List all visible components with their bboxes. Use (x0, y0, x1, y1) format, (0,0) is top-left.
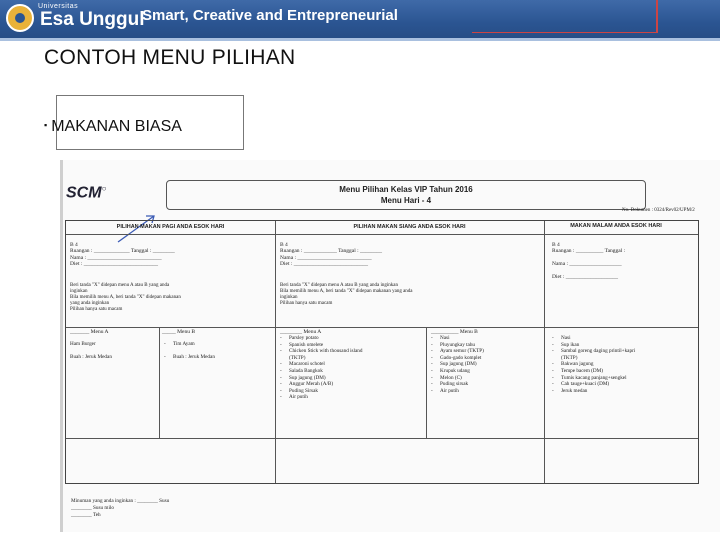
list-item: - Air putih (431, 387, 459, 394)
list-item: Ham Burger (70, 341, 96, 347)
document-title: Menu Pilihan Kelas VIP Tahun 2016 (339, 185, 473, 194)
list-item: - Macaroni schotel (280, 361, 325, 368)
pagi-menu-b-list (164, 341, 215, 361)
instruction-siang: Beri tanda "X" didepan menu A atau B yang anda inginkan Bila memilih menu A, beri tanda "X" didepan makanan yang anda inginkan Pilihan hanya satu macam (280, 283, 413, 306)
list-item: - Sup jagung (DM) (431, 361, 477, 368)
patient-info-pagi: B 4 Ruangan : _____________ Tanggal : ________ Nama : ___________________________ Diet : ___________________________ (70, 242, 175, 268)
list-item: - Air putih (280, 394, 308, 401)
tagline: Smart, Creative and Entrepreneurial (142, 7, 398, 24)
list-item: - Jeruk medan (552, 387, 588, 394)
list-item: - Puding Sirsak (280, 387, 318, 394)
malam-menu-list (552, 335, 635, 394)
list-item: - Krupuk udang (431, 367, 470, 374)
list-item: - Puding sirsak (431, 381, 469, 388)
list-item: Buah : Jeruk Medan (70, 354, 112, 361)
list-item: - Ayam semur (TKTP) (431, 348, 484, 355)
bullet-item (44, 118, 182, 136)
list-item: - Spanish omelete (280, 341, 324, 348)
banner-divider (0, 38, 720, 41)
document-header-box (166, 180, 646, 210)
siang-menu-a-list (280, 335, 362, 401)
section-header-pagi: PILIHAN MAKAN PAGI ANDA ESOK HARI (116, 224, 225, 230)
banner-frame (472, 0, 658, 33)
pagi-menu-b-label: _____ Menu B (162, 329, 195, 335)
document-subtitle: Menu Hari - 4 (380, 196, 432, 205)
list-item: - Cah tauge+kuaci (DM) (552, 381, 610, 388)
list-item: - Nasi (552, 335, 571, 341)
instruction-pagi: Beri tanda "X" didepan menu A atau B yang anda inginkan Bila memilih menu A, beri tanda "X" didepan makanan yang anda inginkan Pilihan hanya satu macam (70, 283, 181, 312)
section-header-siang: PILIHAN MAKAN SIANG ANDA ESOK HARI (353, 224, 466, 230)
list-item: - Pluyungkay tahu (431, 341, 476, 348)
logo-name: Esa Unggul (40, 9, 145, 30)
list-item: - Nasi (431, 335, 450, 341)
list-item: - Tim Ayam (164, 341, 195, 347)
list-item: - Tumis kacang panjang+sengkel (552, 374, 627, 381)
section-header-malam: MAKAN MALAM ANDA ESOK HARI (570, 223, 662, 229)
list-item: - Sup jagung (DM) (280, 374, 326, 381)
list-item (164, 348, 215, 355)
siang-menu-a-label: ________ Menu A (280, 329, 322, 335)
patient-info-malam: B 4 Ruangan : __________ Tanggal : Nama : ___________________ Diet : ___________________ (552, 242, 626, 281)
list-item: - Sup ikan (552, 341, 580, 348)
siang-menu-b-list (431, 335, 484, 394)
list-item: - Melon (C) (431, 374, 462, 381)
list-item: (TKTP) (561, 354, 578, 361)
header-banner (0, 0, 720, 38)
list-item: - Chicken Stick with thousand island (280, 348, 363, 355)
list-item: - Anggur Merah (A/B) (280, 381, 334, 388)
list-item: (TKTP) (289, 354, 306, 361)
list-item: - Tempe bacem (DM) (552, 367, 603, 374)
slide-title: CONTOH MENU PILIHAN (44, 46, 296, 69)
list-item: - Gado-gado komplet (431, 354, 482, 361)
scanned-menu-document (60, 160, 720, 532)
document-number: No. Dokumen : 0324/Rev02/UPM/2 (622, 208, 695, 213)
patient-info-siang: B 4 Ruangan : ____________ Tanggal : ________ Nama : ___________________________ Diet : ___________________________ (280, 242, 383, 268)
menu-table (65, 220, 699, 518)
list-item: - Salada Bangkok (280, 367, 323, 374)
bullet-text: MAKANAN BIASA (51, 118, 182, 135)
siang-menu-b-label: __________ Menu B (431, 329, 478, 335)
list-item: - Sambal goreng daging printil+kapri (552, 348, 636, 355)
pagi-menu-a-list (70, 341, 112, 361)
scan-edge (60, 160, 63, 532)
list-item: - Buah : Jeruk Medan (164, 354, 215, 361)
university-logo-icon (6, 4, 34, 32)
drink-choices: Minuman yang anda inginkan : ________ Susu ________ Susu milo ________ Teh (71, 498, 170, 518)
scm-logo: SCM○ (66, 184, 107, 202)
bullet-icon: ▪ (44, 120, 48, 130)
list-item (70, 348, 112, 355)
list-item: - Parsley potato (280, 335, 319, 341)
logo-university-text: Universitas (38, 3, 79, 10)
pagi-menu-a-label: _______ Menu A (70, 329, 109, 335)
list-item: - Bakwan jagung (552, 361, 594, 368)
